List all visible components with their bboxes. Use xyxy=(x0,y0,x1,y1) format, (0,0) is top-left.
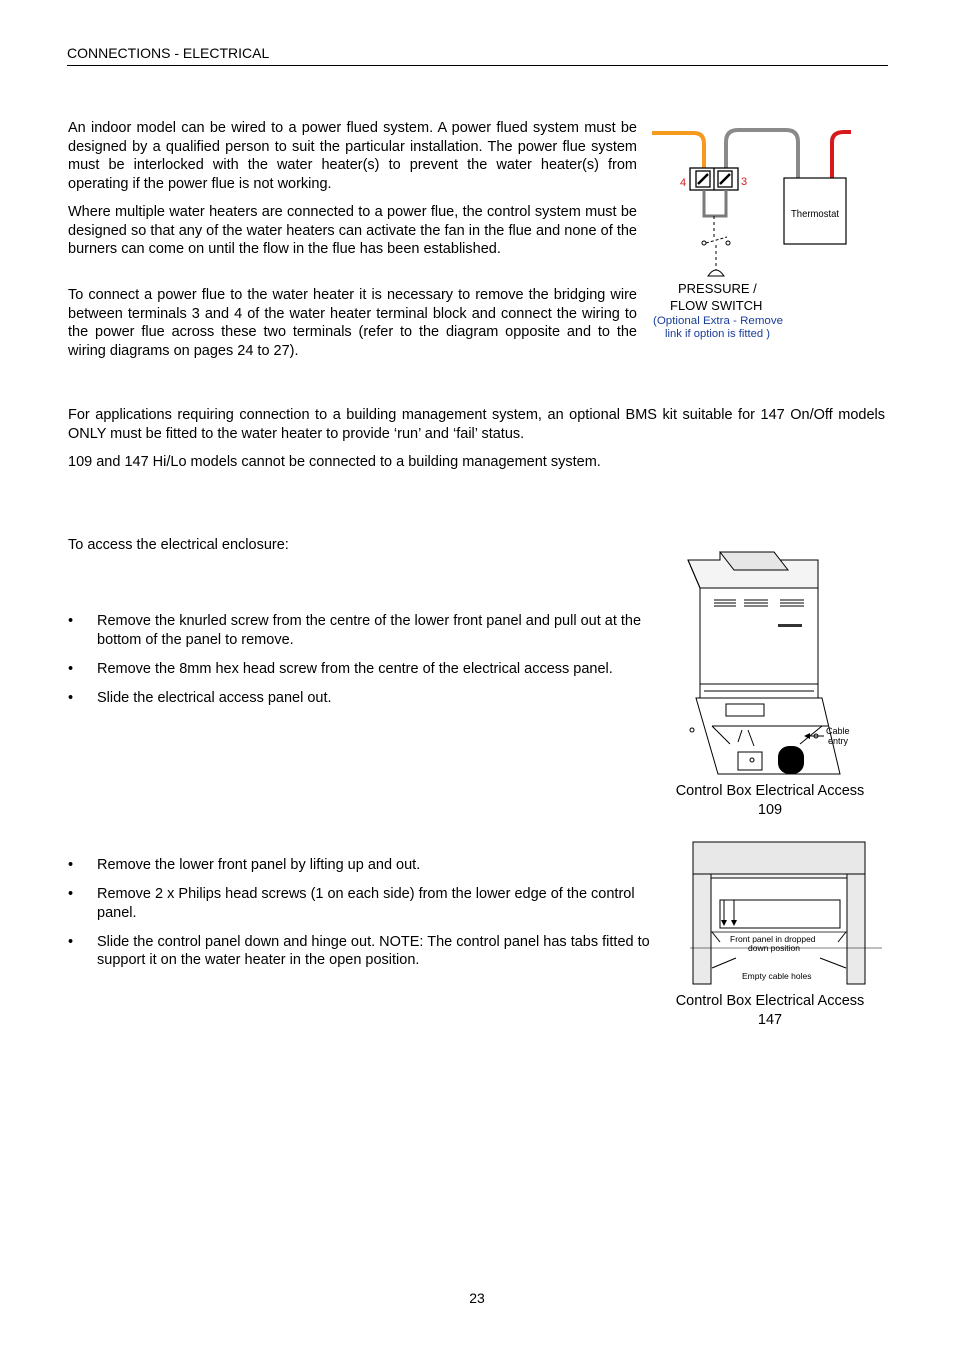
switch-note-line-1: (Optional Extra - Remove xyxy=(653,315,783,327)
list-item: • Slide the control panel down and hinge out. NOTE: The control panel has tabs fitted to support it on the water heater in the open position. xyxy=(68,933,650,968)
access-intro: To access the electrical enclosure: xyxy=(68,537,289,553)
switch-note-line-2: link if option is fitted ) xyxy=(665,328,770,340)
power-flue-paragraph-3: To connect a power flue to the water heater it is necessary to remove the bridging wire between terminals 3 and 4 of the water heater terminal block and connect the wiring to the power flue across these two terminals (refer to the diagram opposite and to the wiring diagrams on pages 24 to 27). xyxy=(68,287,637,359)
list-item: • Remove the lower front panel by lifting up and out. xyxy=(68,857,421,873)
list-item: • Remove 2 x Philips head screws (1 on each side) from the lower edge of the control panel. xyxy=(68,886,635,921)
terminal-4-label: 4 xyxy=(680,177,687,189)
bms-paragraph-2: 109 and 147 Hi/Lo models cannot be connected to a building management system. xyxy=(68,454,601,470)
list-item: • Remove the 8mm hex head screw from the centre of the electrical access panel. xyxy=(68,660,613,677)
figure-109-water-heater xyxy=(682,548,862,778)
list-item: • Slide the electrical access panel out. xyxy=(68,689,332,706)
figure-147-caption: Control Box Electrical Access 147 xyxy=(675,993,865,1028)
power-flue-paragraph-2: Where multiple water heaters are connected to a power flue, the control system must be designed so that any of the water heaters can activate the fan in the flue and none of the burners can come on until the flow in the flue has been established. xyxy=(68,204,637,257)
switch-label-line-1: PRESSURE / xyxy=(678,281,757,296)
figure-109-caption: Control Box Electrical Access 109 xyxy=(675,783,865,818)
bms-paragraph-1: For applications requiring connection to a building management system, an optional BMS kit suitable for 147 On/Off models ONLY must be fitted to the water heater to provide ‘run’ and ‘fail’ status. xyxy=(68,407,885,442)
header-title: CONNECTIONS - ELECTRICAL xyxy=(67,45,270,61)
terminal-screw-4 xyxy=(696,171,710,187)
cable-entry-label-line-2: entry xyxy=(828,736,849,746)
empty-cable-holes-label: Empty cable holes xyxy=(742,971,812,981)
red-wire xyxy=(832,132,851,178)
front-panel-label-line-2: down position xyxy=(748,943,800,953)
figure-147-water-heater xyxy=(690,840,882,988)
access-steps-109 xyxy=(68,612,668,718)
cable-entry-label-line-1: Cable xyxy=(826,726,850,736)
front-panel-label-line-1: Front panel in dropped xyxy=(730,934,816,944)
bridging-wire xyxy=(704,190,726,216)
page-header xyxy=(67,45,888,66)
thermostat-label: Thermostat xyxy=(791,208,840,220)
power-flue-wiring-diagram xyxy=(648,122,888,344)
pressure-switch-symbol xyxy=(702,237,730,276)
orange-wire xyxy=(652,133,704,172)
page-number: 23 xyxy=(469,1290,485,1306)
terminal-screw-3 xyxy=(718,171,732,187)
terminal-3-label: 3 xyxy=(741,176,748,188)
switch-label-line-2: FLOW SWITCH xyxy=(670,298,763,313)
power-flue-paragraph-1: An indoor model can be wired to a power flued system. A power flued system must be designed by a qualified person to suit the particular installation. The power flue system must be interlocked with the water heater(s) to prevent the water heater(s) from operating if the power flue is not working. xyxy=(68,120,637,192)
access-steps-147 xyxy=(68,856,658,980)
list-item: • Remove the knurled screw from the centre of the lower front panel and pull out at the bottom of the panel to remove. xyxy=(68,613,642,648)
